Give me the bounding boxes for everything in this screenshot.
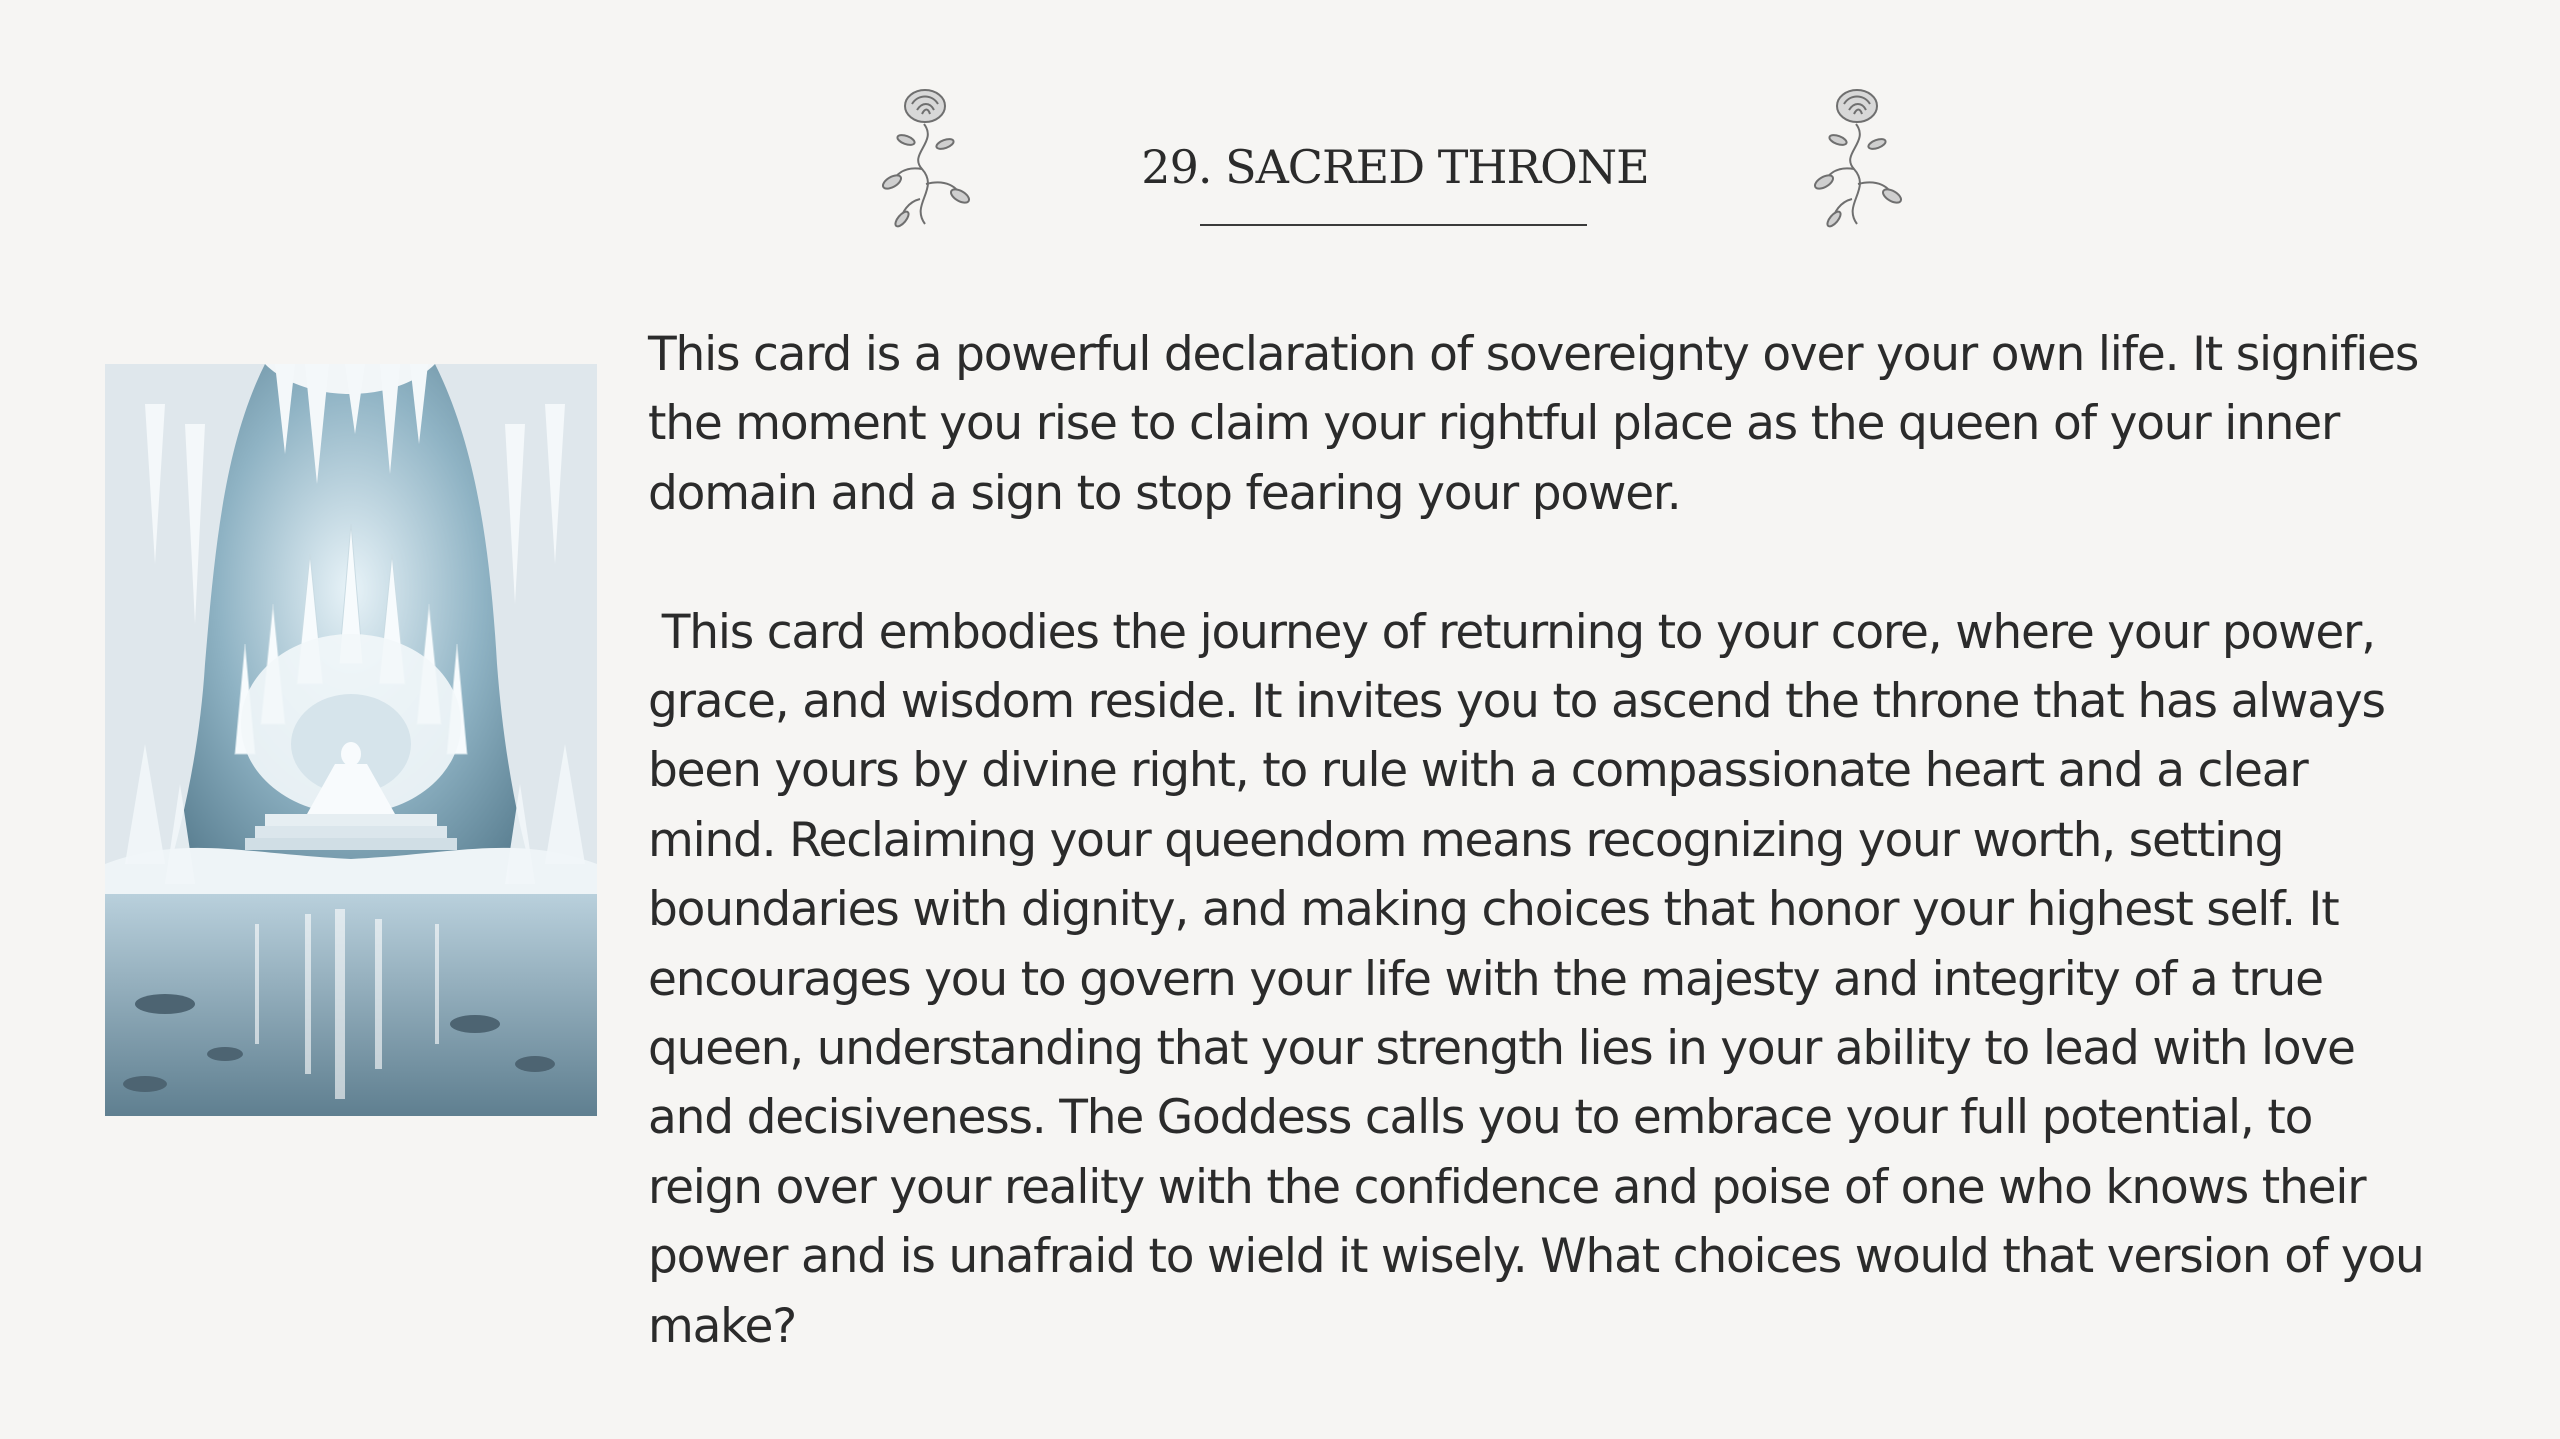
crystal-cave-throne-image bbox=[105, 364, 597, 1116]
description-paragraph-2: This card embodies the journey of returning to your core, where your power, grace, and wisdom reside. It invites you to ascend the throne that has always been yours by divine right, to rule with a compassionate heart and a clear mind. Reclaiming your queendom means recognizing your worth, setting boundaries with dignity, and making choices that honor your highest self. It encourages you to govern your life with the majesty and integrity of a true queen, understanding that your strength lies in your ability to lead with love and decisiveness. The Goddess calls you to embrace your full potential, to reign over your reality with the confidence and poise of one who knows their power and is unafraid to wield it wisely. What choices would that version of you make? bbox=[648, 604, 2438, 1354]
header bbox=[0, 60, 2560, 240]
description-paragraph-1: This card is a powerful declaration of sovereignty over your own life. It signifies the moment you rise to claim your rightful place as the queen of your inner domain and a sign to stop fearing your power. bbox=[648, 327, 2432, 521]
page-title: 29. SACRED THRONE bbox=[1141, 140, 1649, 194]
card-illustration bbox=[105, 364, 597, 1116]
card-description bbox=[648, 320, 2438, 1361]
rose-vine-icon bbox=[870, 74, 980, 234]
rose-vine-icon bbox=[1802, 74, 1912, 234]
title-underline bbox=[1200, 224, 1587, 226]
